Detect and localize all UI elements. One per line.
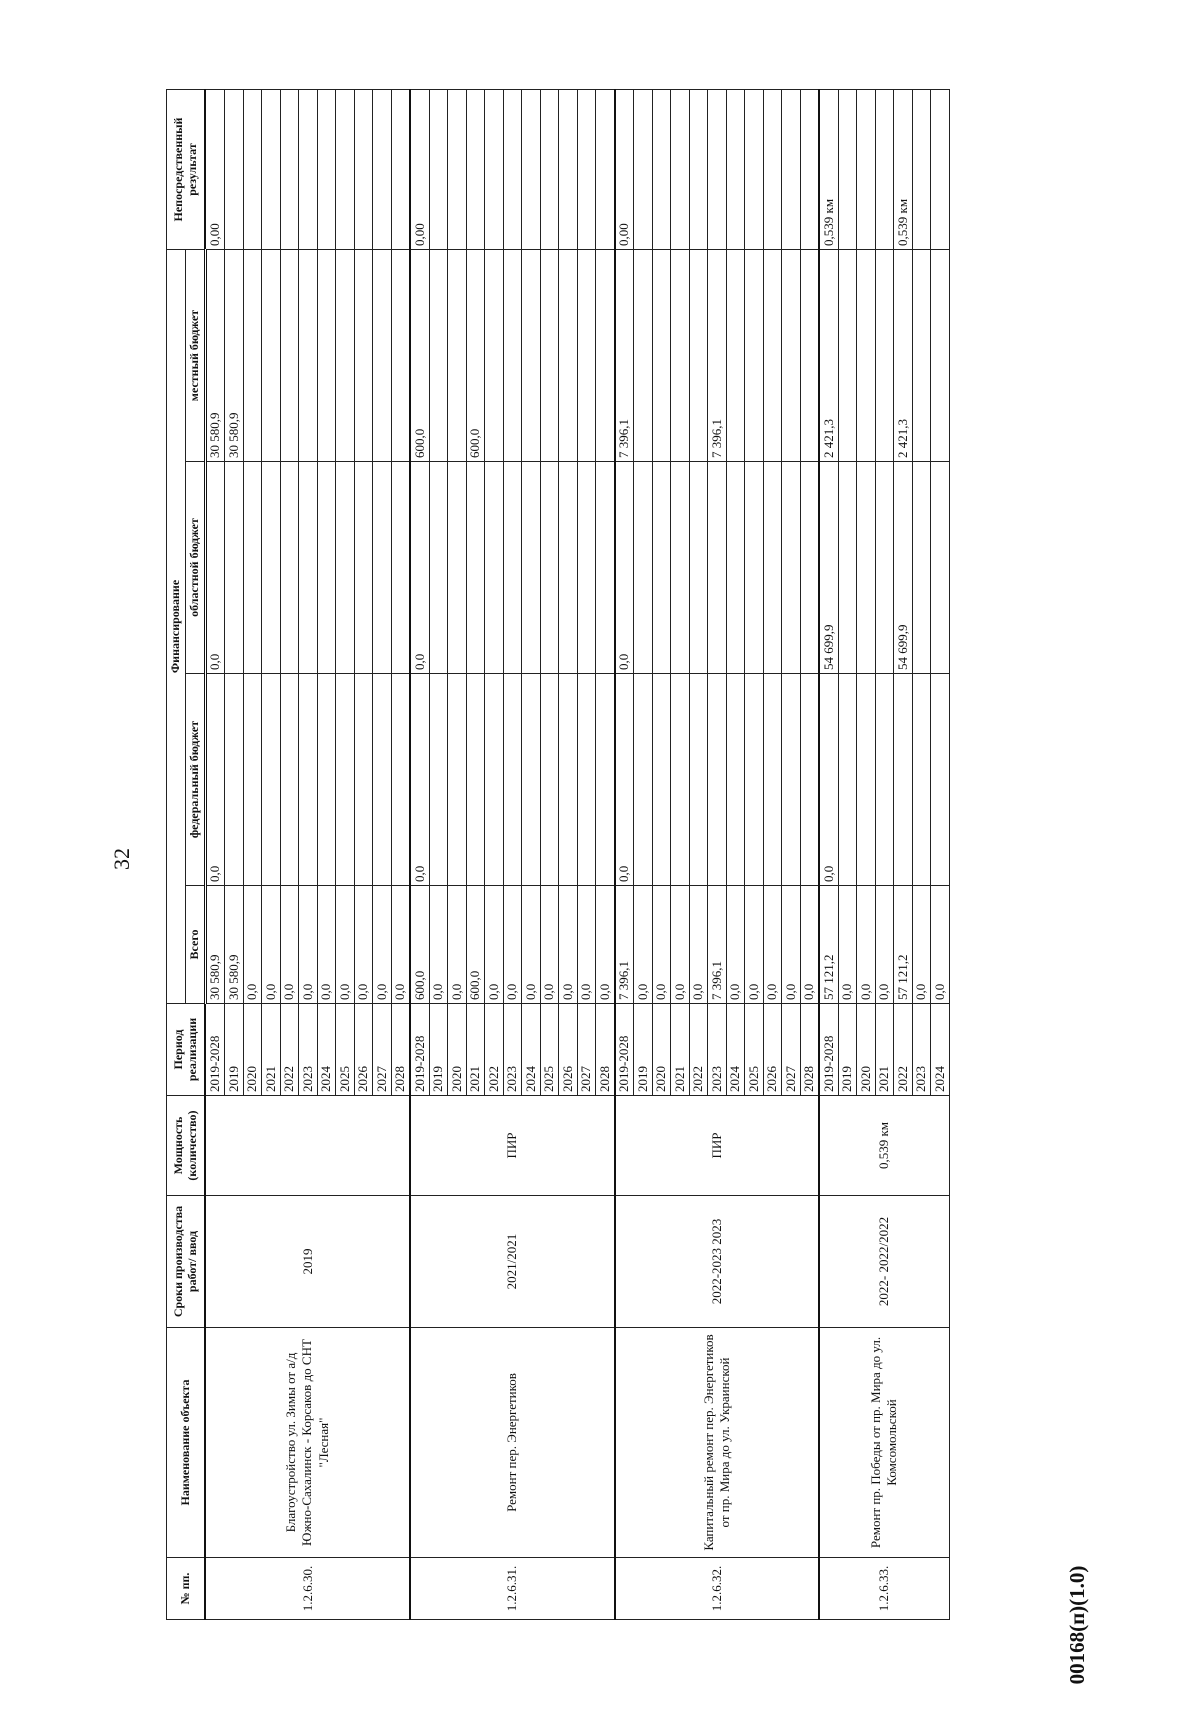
period-cell: 2023 bbox=[912, 1004, 931, 1096]
result-cell bbox=[875, 90, 894, 250]
regional-cell bbox=[857, 462, 876, 674]
total-cell: 0,0 bbox=[763, 886, 782, 1004]
object-number: 1.2.6.32. bbox=[615, 1558, 820, 1620]
regional-cell bbox=[485, 462, 504, 674]
federal-cell bbox=[708, 674, 727, 886]
result-cell bbox=[336, 90, 355, 250]
local-cell: 2 421,3 bbox=[819, 250, 838, 462]
total-cell: 0,0 bbox=[857, 886, 876, 1004]
result-cell bbox=[857, 90, 876, 250]
regional-cell bbox=[800, 462, 819, 674]
object-terms: 2022- 2022/2022 bbox=[819, 1196, 949, 1328]
local-cell: 30 580,9 bbox=[205, 250, 225, 462]
period-cell: 2022 bbox=[894, 1004, 913, 1096]
federal-cell: 0,0 bbox=[205, 674, 225, 886]
regional-cell bbox=[354, 462, 373, 674]
federal-cell bbox=[429, 674, 448, 886]
federal-cell bbox=[671, 674, 690, 886]
object-capacity bbox=[205, 1096, 410, 1196]
regional-cell bbox=[503, 462, 522, 674]
regional-cell bbox=[373, 462, 392, 674]
federal-cell bbox=[894, 674, 913, 886]
period-cell: 2020 bbox=[652, 1004, 671, 1096]
period-cell: 2024 bbox=[317, 1004, 336, 1096]
federal-cell: 0,0 bbox=[410, 674, 429, 886]
regional-cell bbox=[912, 462, 931, 674]
result-cell bbox=[596, 90, 615, 250]
table-row bbox=[410, 90, 429, 1620]
regional-cell bbox=[875, 462, 894, 674]
result-cell bbox=[466, 90, 485, 250]
federal-cell bbox=[838, 674, 857, 886]
regional-cell: 0,0 bbox=[615, 462, 634, 674]
federal-cell bbox=[280, 674, 299, 886]
regional-cell bbox=[559, 462, 578, 674]
period-cell: 2028 bbox=[596, 1004, 615, 1096]
result-cell bbox=[225, 90, 244, 250]
regional-cell bbox=[634, 462, 653, 674]
federal-cell bbox=[782, 674, 801, 886]
period-cell: 2026 bbox=[354, 1004, 373, 1096]
header-total: Всего bbox=[185, 886, 205, 1004]
local-cell bbox=[373, 250, 392, 462]
local-cell bbox=[838, 250, 857, 462]
result-cell bbox=[354, 90, 373, 250]
header-num: № пп. bbox=[167, 1558, 206, 1620]
local-cell bbox=[577, 250, 596, 462]
total-cell: 0,0 bbox=[280, 886, 299, 1004]
result-cell bbox=[522, 90, 541, 250]
period-cell: 2020 bbox=[857, 1004, 876, 1096]
result-cell bbox=[726, 90, 745, 250]
local-cell bbox=[540, 250, 559, 462]
local-cell bbox=[354, 250, 373, 462]
total-cell: 0,0 bbox=[559, 886, 578, 1004]
regional-cell bbox=[931, 462, 950, 674]
regional-cell bbox=[317, 462, 336, 674]
period-cell: 2026 bbox=[559, 1004, 578, 1096]
period-cell: 2024 bbox=[726, 1004, 745, 1096]
header-federal: федеральный бюджет bbox=[185, 674, 205, 886]
period-cell: 2019-2028 bbox=[410, 1004, 429, 1096]
result-cell bbox=[540, 90, 559, 250]
object-capacity: ПИР bbox=[615, 1096, 820, 1196]
federal-cell bbox=[931, 674, 950, 886]
federal-cell bbox=[522, 674, 541, 886]
local-cell: 30 580,9 bbox=[225, 250, 244, 462]
header-regional: областной бюджет bbox=[185, 462, 205, 674]
regional-cell: 0,0 bbox=[205, 462, 225, 674]
period-cell: 2027 bbox=[782, 1004, 801, 1096]
period-cell: 2021 bbox=[671, 1004, 690, 1096]
period-cell: 2019 bbox=[225, 1004, 244, 1096]
regional-cell bbox=[280, 462, 299, 674]
regional-cell bbox=[763, 462, 782, 674]
local-cell: 600,0 bbox=[410, 250, 429, 462]
regional-cell bbox=[652, 462, 671, 674]
local-cell bbox=[448, 250, 467, 462]
regional-cell bbox=[671, 462, 690, 674]
total-cell: 0,0 bbox=[317, 886, 336, 1004]
total-cell: 0,0 bbox=[745, 886, 764, 1004]
result-cell bbox=[708, 90, 727, 250]
local-cell bbox=[689, 250, 708, 462]
federal-cell bbox=[634, 674, 653, 886]
period-cell: 2028 bbox=[800, 1004, 819, 1096]
local-cell bbox=[596, 250, 615, 462]
result-cell bbox=[559, 90, 578, 250]
total-cell: 0,0 bbox=[782, 886, 801, 1004]
period-cell: 2019 bbox=[429, 1004, 448, 1096]
local-cell: 7 396,1 bbox=[708, 250, 727, 462]
total-cell: 0,0 bbox=[522, 886, 541, 1004]
result-cell bbox=[391, 90, 410, 250]
local-cell: 7 396,1 bbox=[615, 250, 634, 462]
local-cell bbox=[503, 250, 522, 462]
local-cell bbox=[800, 250, 819, 462]
header-period: Период реализации bbox=[167, 1004, 206, 1096]
federal-cell bbox=[559, 674, 578, 886]
federal-cell bbox=[912, 674, 931, 886]
regional-cell bbox=[336, 462, 355, 674]
result-cell bbox=[448, 90, 467, 250]
result-cell bbox=[280, 90, 299, 250]
period-cell: 2022 bbox=[689, 1004, 708, 1096]
regional-cell bbox=[596, 462, 615, 674]
period-cell: 2024 bbox=[522, 1004, 541, 1096]
total-cell: 0,0 bbox=[485, 886, 504, 1004]
period-cell: 2025 bbox=[336, 1004, 355, 1096]
regional-cell bbox=[429, 462, 448, 674]
federal-cell bbox=[225, 674, 244, 886]
result-cell: 0,00 bbox=[615, 90, 634, 250]
period-cell: 2019 bbox=[838, 1004, 857, 1096]
object-name: Ремонт пер. Энергетиков bbox=[410, 1328, 615, 1558]
regional-cell bbox=[466, 462, 485, 674]
header-name: Наименование объекта bbox=[167, 1328, 206, 1558]
federal-cell bbox=[800, 674, 819, 886]
total-cell: 0,0 bbox=[652, 886, 671, 1004]
period-cell: 2028 bbox=[391, 1004, 410, 1096]
federal-cell bbox=[336, 674, 355, 886]
period-cell: 2026 bbox=[763, 1004, 782, 1096]
federal-cell bbox=[391, 674, 410, 886]
period-cell: 2019-2028 bbox=[205, 1004, 225, 1096]
header-financing: Финансирование bbox=[167, 250, 186, 1004]
federal-cell bbox=[466, 674, 485, 886]
result-cell bbox=[782, 90, 801, 250]
result-cell bbox=[931, 90, 950, 250]
result-cell bbox=[652, 90, 671, 250]
local-cell bbox=[912, 250, 931, 462]
total-cell: 0,0 bbox=[689, 886, 708, 1004]
regional-cell: 54 699,9 bbox=[819, 462, 838, 674]
period-cell: 2022 bbox=[280, 1004, 299, 1096]
result-cell: 0,00 bbox=[205, 90, 225, 250]
period-cell: 2022 bbox=[485, 1004, 504, 1096]
federal-cell bbox=[689, 674, 708, 886]
local-cell bbox=[391, 250, 410, 462]
local-cell bbox=[299, 250, 318, 462]
local-cell bbox=[782, 250, 801, 462]
total-cell: 0,0 bbox=[336, 886, 355, 1004]
local-cell bbox=[243, 250, 262, 462]
local-cell bbox=[634, 250, 653, 462]
result-cell bbox=[503, 90, 522, 250]
regional-cell: 54 699,9 bbox=[894, 462, 913, 674]
local-cell bbox=[522, 250, 541, 462]
table-row bbox=[205, 90, 225, 1620]
regional-cell bbox=[689, 462, 708, 674]
result-cell bbox=[838, 90, 857, 250]
object-capacity: 0,539 км bbox=[819, 1096, 949, 1196]
federal-cell: 0,0 bbox=[819, 674, 838, 886]
local-cell bbox=[726, 250, 745, 462]
local-cell bbox=[931, 250, 950, 462]
table-row bbox=[819, 90, 838, 1620]
object-number: 1.2.6.33. bbox=[819, 1558, 949, 1620]
local-cell bbox=[652, 250, 671, 462]
federal-cell bbox=[745, 674, 764, 886]
table-body bbox=[205, 90, 949, 1620]
page-number: 32 bbox=[109, 848, 134, 870]
total-cell: 0,0 bbox=[634, 886, 653, 1004]
regional-cell bbox=[782, 462, 801, 674]
federal-cell bbox=[763, 674, 782, 886]
total-cell: 0,0 bbox=[262, 886, 281, 1004]
local-cell bbox=[485, 250, 504, 462]
federal-cell bbox=[317, 674, 336, 886]
regional-cell bbox=[745, 462, 764, 674]
total-cell: 600,0 bbox=[410, 886, 429, 1004]
total-cell: 0,0 bbox=[429, 886, 448, 1004]
header-capacity: Мощность (количество) bbox=[167, 1096, 206, 1196]
result-cell bbox=[912, 90, 931, 250]
result-cell: 0,539 км bbox=[819, 90, 838, 250]
period-cell: 2019 bbox=[634, 1004, 653, 1096]
federal-cell bbox=[857, 674, 876, 886]
result-cell bbox=[485, 90, 504, 250]
total-cell: 0,0 bbox=[671, 886, 690, 1004]
federal-cell bbox=[262, 674, 281, 886]
object-terms: 2021/2021 bbox=[410, 1196, 615, 1328]
total-cell: 0,0 bbox=[800, 886, 819, 1004]
federal-cell: 0,0 bbox=[615, 674, 634, 886]
regional-cell bbox=[243, 462, 262, 674]
period-cell: 2025 bbox=[540, 1004, 559, 1096]
object-name: Капитальный ремонт пер. Энергетиков от пр. Мира до ул. Украинской bbox=[615, 1328, 820, 1558]
federal-cell bbox=[726, 674, 745, 886]
result-cell bbox=[689, 90, 708, 250]
total-cell: 0,0 bbox=[577, 886, 596, 1004]
financing-table bbox=[166, 89, 950, 1620]
regional-cell bbox=[577, 462, 596, 674]
period-cell: 2023 bbox=[299, 1004, 318, 1096]
regional-cell bbox=[708, 462, 727, 674]
total-cell: 0,0 bbox=[503, 886, 522, 1004]
header-result: Непосредственный результат bbox=[167, 90, 206, 250]
period-cell: 2023 bbox=[503, 1004, 522, 1096]
period-cell: 2020 bbox=[243, 1004, 262, 1096]
total-cell: 30 580,9 bbox=[205, 886, 225, 1004]
regional-cell bbox=[726, 462, 745, 674]
total-cell: 0,0 bbox=[596, 886, 615, 1004]
federal-cell bbox=[596, 674, 615, 886]
result-cell bbox=[299, 90, 318, 250]
period-cell: 2027 bbox=[373, 1004, 392, 1096]
total-cell: 0,0 bbox=[373, 886, 392, 1004]
result-cell: 0,539 км bbox=[894, 90, 913, 250]
total-cell: 600,0 bbox=[466, 886, 485, 1004]
local-cell: 2 421,3 bbox=[894, 250, 913, 462]
total-cell: 0,0 bbox=[875, 886, 894, 1004]
object-name: Благоустройство ул. Зимы от а/д Южно-Сахалинск - Корсаков до СНТ "Лесная" bbox=[205, 1328, 410, 1558]
federal-cell bbox=[448, 674, 467, 886]
total-cell: 0,0 bbox=[299, 886, 318, 1004]
regional-cell bbox=[448, 462, 467, 674]
total-cell: 30 580,9 bbox=[225, 886, 244, 1004]
federal-cell bbox=[354, 674, 373, 886]
result-cell bbox=[429, 90, 448, 250]
total-cell: 0,0 bbox=[243, 886, 262, 1004]
federal-cell bbox=[485, 674, 504, 886]
local-cell bbox=[875, 250, 894, 462]
result-cell bbox=[373, 90, 392, 250]
total-cell: 7 396,1 bbox=[708, 886, 727, 1004]
local-cell bbox=[262, 250, 281, 462]
total-cell: 0,0 bbox=[912, 886, 931, 1004]
object-number: 1.2.6.30. bbox=[205, 1558, 410, 1620]
object-terms: 2022-2023 2023 bbox=[615, 1196, 820, 1328]
result-cell bbox=[243, 90, 262, 250]
header-local: местный бюджет bbox=[185, 250, 205, 462]
local-cell bbox=[559, 250, 578, 462]
local-cell bbox=[745, 250, 764, 462]
federal-cell bbox=[243, 674, 262, 886]
total-cell: 0,0 bbox=[540, 886, 559, 1004]
header-terms: Сроки производства работ/ ввод bbox=[167, 1196, 206, 1328]
local-cell bbox=[671, 250, 690, 462]
financing-table-container bbox=[166, 90, 1016, 1620]
federal-cell bbox=[652, 674, 671, 886]
local-cell bbox=[857, 250, 876, 462]
object-capacity: ПИР bbox=[410, 1096, 615, 1196]
period-cell: 2023 bbox=[708, 1004, 727, 1096]
total-cell: 0,0 bbox=[931, 886, 950, 1004]
result-cell bbox=[634, 90, 653, 250]
total-cell: 0,0 bbox=[838, 886, 857, 1004]
regional-cell bbox=[540, 462, 559, 674]
period-cell: 2027 bbox=[577, 1004, 596, 1096]
federal-cell bbox=[577, 674, 596, 886]
result-cell bbox=[317, 90, 336, 250]
total-cell: 57 121,2 bbox=[819, 886, 838, 1004]
regional-cell bbox=[522, 462, 541, 674]
regional-cell: 0,0 bbox=[410, 462, 429, 674]
result-cell bbox=[800, 90, 819, 250]
total-cell: 0,0 bbox=[391, 886, 410, 1004]
total-cell: 0,0 bbox=[448, 886, 467, 1004]
period-cell: 2021 bbox=[262, 1004, 281, 1096]
result-cell bbox=[671, 90, 690, 250]
federal-cell bbox=[540, 674, 559, 886]
total-cell: 7 396,1 bbox=[615, 886, 634, 1004]
result-cell bbox=[262, 90, 281, 250]
federal-cell bbox=[503, 674, 522, 886]
regional-cell bbox=[225, 462, 244, 674]
total-cell: 57 121,2 bbox=[894, 886, 913, 1004]
local-cell bbox=[336, 250, 355, 462]
regional-cell bbox=[391, 462, 410, 674]
period-cell: 2019-2028 bbox=[819, 1004, 838, 1096]
period-cell: 2019-2028 bbox=[615, 1004, 634, 1096]
local-cell bbox=[280, 250, 299, 462]
object-name: Ремонт пр. Победы от пр. Мира до ул. Комсомольской bbox=[819, 1328, 949, 1558]
total-cell: 0,0 bbox=[726, 886, 745, 1004]
result-cell bbox=[577, 90, 596, 250]
local-cell bbox=[317, 250, 336, 462]
object-terms: 2019 bbox=[205, 1196, 410, 1328]
regional-cell bbox=[262, 462, 281, 674]
period-cell: 2025 bbox=[745, 1004, 764, 1096]
period-cell: 2021 bbox=[875, 1004, 894, 1096]
period-cell: 2020 bbox=[448, 1004, 467, 1096]
period-cell: 2021 bbox=[466, 1004, 485, 1096]
federal-cell bbox=[373, 674, 392, 886]
result-cell bbox=[745, 90, 764, 250]
regional-cell bbox=[299, 462, 318, 674]
regional-cell bbox=[838, 462, 857, 674]
period-cell: 2024 bbox=[931, 1004, 950, 1096]
local-cell bbox=[429, 250, 448, 462]
document-code: 00168(п)(1.0) bbox=[1065, 1565, 1089, 1685]
local-cell bbox=[763, 250, 782, 462]
local-cell: 600,0 bbox=[466, 250, 485, 462]
federal-cell bbox=[875, 674, 894, 886]
total-cell: 0,0 bbox=[354, 886, 373, 1004]
result-cell: 0,00 bbox=[410, 90, 429, 250]
object-number: 1.2.6.31. bbox=[410, 1558, 615, 1620]
federal-cell bbox=[299, 674, 318, 886]
table-row bbox=[615, 90, 634, 1620]
result-cell bbox=[763, 90, 782, 250]
